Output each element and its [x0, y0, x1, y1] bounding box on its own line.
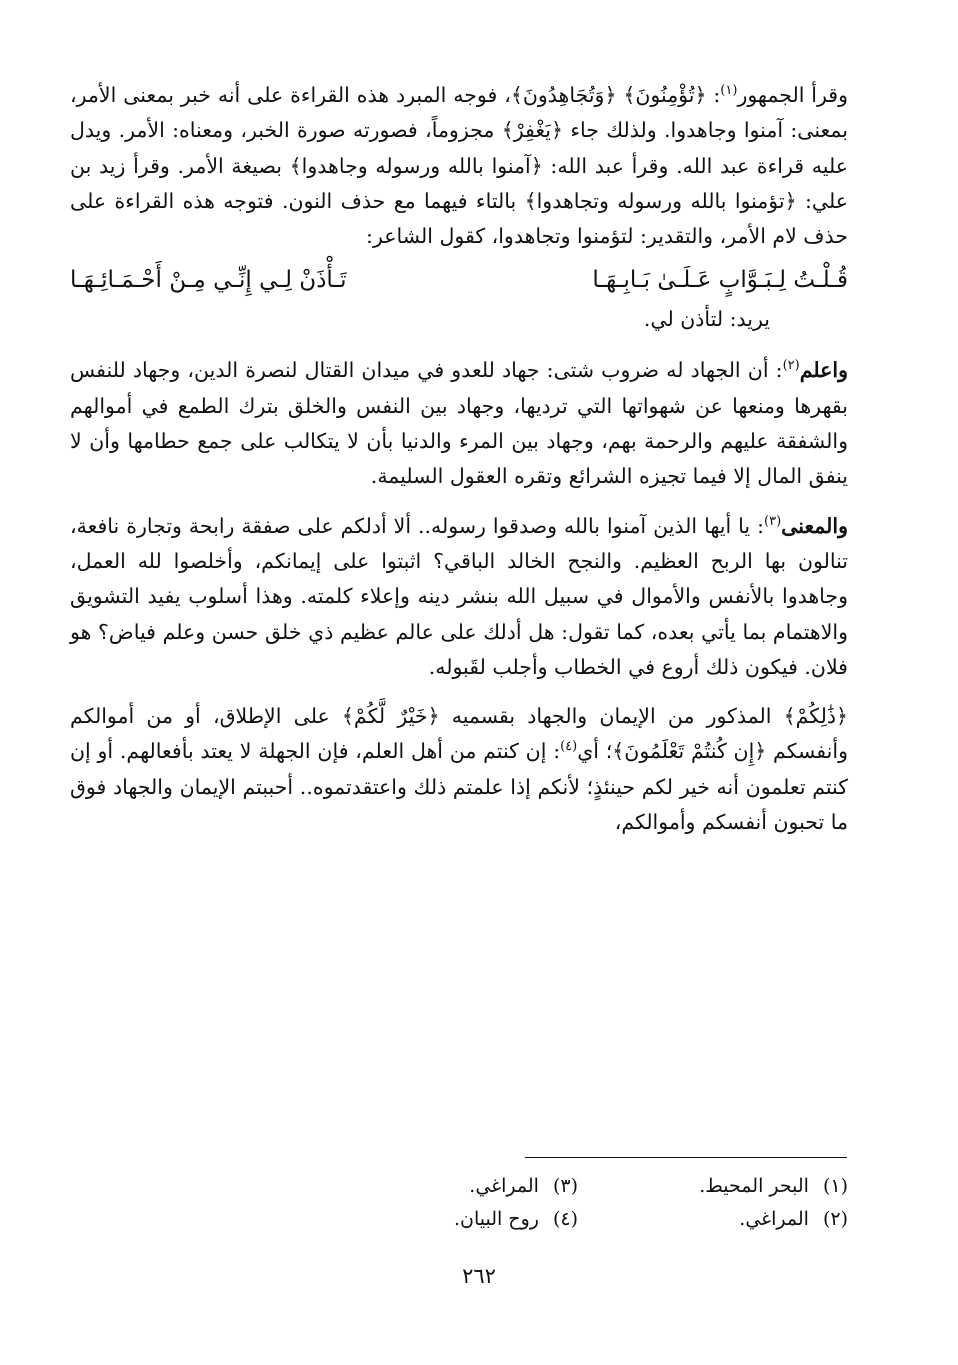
paragraph-lead: واعلم — [799, 358, 848, 383]
paragraph-text-end: : إن كنتم من أهل العلم، فإن الجهلة لا يعتد بأفعالهم. أو إن كنتم تعلمون أنه خير لكم حينئذٍ؛ لأنكم إذا علمتم ذلك واعتقدتموه.. أحببتم الإيمان والجهاد فوق ما تحبون أنفسكم وأموالكم، — [70, 739, 848, 835]
footnote-number: (٣) — [552, 1175, 578, 1197]
paragraph-text-start: ﴿ذَٰلِكُمْ﴾ المذكور من الإيمان والجهاد بقسميه ﴿خَيْرٌ لَّكُمْ﴾ على الإطلاق، أو من أموالكم وأنفسكم ﴿إِن كُنتُمْ تَعْلَمُونَ﴾؛ أي — [70, 704, 848, 764]
paragraph-text: : يا أيها الذين آمنوا بالله وصدقوا رسوله.. ألا أدلكم على صفقة رابحة وتجارة نافعة، تنالون بها الربح العظيم. والنجح الخالد الباقي؟ اثبتوا على إيمانكم، وأخلصوا لله العمل، وجاهدوا بالأنفس والأموال في سبيل الله بنشر دينه وإعلاء كلمته. وهذا أسلوب يفيد التشويق والاهتمام بما يأتي بعده، كما تقول: هل أدلك على عالم عظيم ذي خلق حسن وعلم فياض؟ هو فلان. فيكون ذلك أروع في الخطاب وأجلب لقَبوله. — [70, 513, 848, 679]
footnote-ref-2: (٢) — [782, 358, 800, 374]
footnote-text: المراغي. — [739, 1208, 809, 1230]
footnote-row — [290, 1170, 848, 1203]
footnote-3 — [308, 1170, 578, 1203]
page-number: ٢٦٢ — [462, 1264, 496, 1288]
footnote-2 — [578, 1203, 848, 1236]
poem-hemistich-second: تَـأْذَنْ لِـي إِنِّـي مِـنْ أَحْـمَـائِـهَـا — [70, 267, 347, 294]
paragraph-text: : ﴿تُؤْمِنُونَ﴾ ﴿وَتُجَاهِدُونَ﴾، فوجه المبرد هذه القراءة على أنه خبر بمعنى الأمر، بمعنى: آمنوا وجاهدوا. ولذلك جاء ﴿يَغْفِرْ﴾ مجزوماً، فصورته صورة الخبر، ومعناه: الأمر. ويدل عليه قراءة عبد الله. وقرأ عبد الله: ﴿آمنوا بالله ورسوله وجاهدوا﴾ بصيغة الأمر. وقرأ زيد بن علي: ﴿تؤمنوا بالله ورسوله وتجاهدوا﴾ بالتاء فيهما مع حذف النون. فتوجه هذه القراءة على حذف لام الأمر، والتقدير: لتؤمنوا وتجاهدوا، كقول الشاعر: — [70, 83, 848, 249]
footnote-divider — [525, 1157, 847, 1158]
footnote-text: المراغي. — [469, 1175, 539, 1197]
paragraph-reading-variants — [70, 78, 848, 254]
paragraph-lead: والمعنى — [781, 513, 848, 538]
footnote-4 — [308, 1203, 578, 1236]
paragraph-meaning — [70, 509, 848, 685]
footnote-ref-4: (٤) — [560, 739, 578, 755]
footnote-ref-3: (٣) — [764, 513, 782, 529]
poem-verse — [70, 260, 848, 300]
footnote-1 — [578, 1170, 848, 1203]
footnote-number: (٢) — [822, 1208, 848, 1230]
footnote-row — [290, 1203, 848, 1236]
poem-meaning: يريد: لتأذن لي. — [643, 307, 770, 332]
footnotes — [290, 1170, 848, 1236]
paragraph-dhalikum — [70, 699, 848, 840]
paragraph-text: : أن الجهاد له ضروب شتى: جهاد للعدو في ميدان القتال لنصرة الدين، وجهاد للنفس بقهرها ومنعها عن شهواتها التي ترديها، وجهاد بين النفس والخلق بترك الطمع في أموالهم والشفقة عليهم والرحمة بهم، وجهاد بين المرء والدنيا بأن لا يتكالب على جمع حطامها وأن لا ينفق المال إلا فيما تجيزه الشرائع وتقره العقول السليمة. — [70, 358, 848, 489]
footnote-text: روح البيان. — [453, 1208, 539, 1230]
footnote-text: البحر المحيط. — [699, 1175, 809, 1197]
footnote-ref-1: (١) — [720, 83, 738, 99]
footnote-number: (٤) — [552, 1208, 578, 1230]
page-body — [70, 78, 848, 854]
paragraph-lead: وقرأ الجمهور — [737, 83, 849, 107]
footnote-number: (١) — [822, 1175, 848, 1197]
paragraph-jihad-types — [70, 353, 848, 494]
poem-hemistich-first: قُـلْـتُ لِـبَـوَّابٍ عَـلَـىٰ بَـابِـهَـا — [592, 267, 848, 294]
